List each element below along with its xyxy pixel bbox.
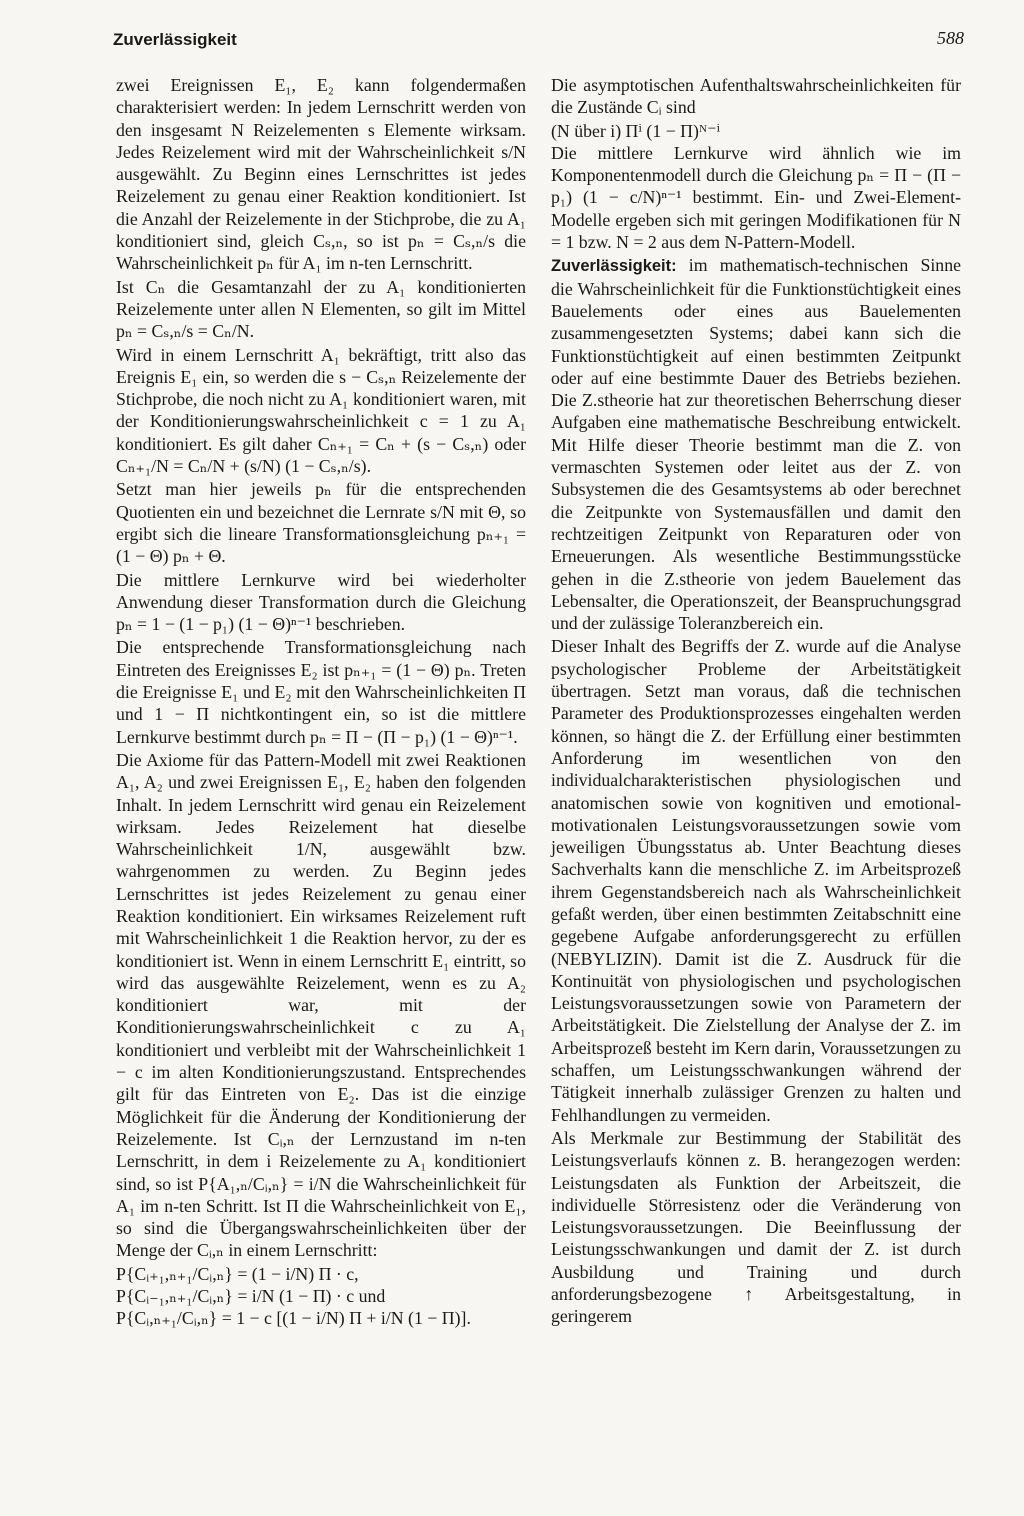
right-column [551, 74, 961, 1329]
entry-headword: Zuverlässigkeit: [551, 257, 677, 276]
paragraph: Ist Cₙ die Gesamtanzahl der zu A₁ konditionierten Reizelemente unter allen N Elementen, so gilt im Mittel pₙ = Cₛ,ₙ/s = Cₙ/N. [116, 276, 526, 342]
equation: P{Cᵢ,ₙ₊₁/Cᵢ,ₙ} = 1 − c [(1 − i/N) Π + i/N (1 − Π)]. [116, 1308, 471, 1329]
left-column [116, 74, 526, 1330]
paragraph: Die asymptotischen Aufenthaltswahrscheinlichkeiten für die Zustände Cᵢ sind [551, 75, 961, 118]
paragraph: Die mittlere Lernkurve wird bei wiederholter Anwendung dieser Transformation durch die Gleichung pₙ = 1 − (1 − p₁) (1 − Θ)ⁿ⁻¹ beschrieben. [116, 569, 526, 635]
entry-paragraph [551, 254, 961, 634]
paragraph: Dieser Inhalt des Begriffs der Z. wurde auf die Analyse psychologischer Probleme der Arbeitstätigkeit übertragen. Setzt man voraus, daß die technischen Parameter des Produktionsprozesses eingehalten werden können, so hängt die Z. der Erfüllung einer bestimmten Anforderung im wesentlichen von den individualcharakteristischen physiologischen und anatomischen sowie von kognitiven und emotional-motivationalen Leistungsvoraussetzungen sowie vom jeweiligen Übungsstatus ab. Unter Beachtung dieses Sachverhalts kann die menschliche Z. im Arbeitsprozeß ihrem Gegenstandsbereich nach als Wahrscheinlichkeit gefaßt werden, über einen bestimmten Zeitabschnitt eine gegebene Aufgabe anforderungsgerecht zu erfüllen (NEBYLIZIN). Damit ist die Z. Ausdruck für die Kontinuität von physiologischen und psychologischen Leistungsvoraussetzungen sowie von Parametern der Arbeitstätigkeit. Die Zielstellung der Analyse der Z. im Arbeitsprozeß besteht im Kern darin, Voraussetzungen zu schaffen, um Leistungsschwankungen während der Tätigkeit innerhalb zulässiger Grenzen zu halten und Fehlhandlungen zu vermeiden. [551, 636, 961, 1125]
equation: P{Cᵢ₋₁,ₙ₊₁/Cᵢ,ₙ} = i/N (1 − Π) · c und [116, 1286, 386, 1307]
running-head: Zuverlässigkeit [113, 30, 237, 49]
paragraph: Wird in einem Lernschritt A₁ bekräftigt, tritt also das Ereignis E₁ ein, so werden die s − Cₛ,ₙ Reizelemente der Stichprobe, die noch nicht zu A₁ konditioniert waren, mit der Konditionierungswahrscheinlichkeit c = 1 zu A₁ konditioniert. Es gilt daher Cₙ₊₁ = Cₙ + (s − Cₛ,ₙ) oder Cₙ₊₁/N = Cₙ/N + (s/N) (1 − Cₛ,ₙ/s). [116, 344, 526, 477]
equation: (N über i) Πⁱ (1 − Π)ᴺ⁻ⁱ [551, 120, 721, 141]
paragraph: Setzt man hier jeweils pₙ für die entsprechenden Quotienten ein und bezeichnet die Lernrate s/N mit Θ, so ergibt sich die lineare Transformationsgleichung pₙ₊₁ = (1 − Θ) pₙ + Θ. [116, 479, 526, 567]
paragraph: zwei Ereignissen E₁, E₂ kann folgendermaßen charakterisiert werden: In jedem Lernschritt werden von den insgesamt N Reizelementen s Elemente wirksam. Jedes Reizelement wird mit der Wahrscheinlichkeit s/N ausgewählt. Zu Beginn eines Lernschrittes ist jedes Reizelement zu genau einer Reaktion konditioniert. Ist die Anzahl der Reizelemente in der Stichprobe, die zu A₁ konditioniert sind, gleich Cₛ,ₙ, so ist pₙ = Cₛ,ₙ/s die Wahrscheinlichkeit pₙ für A₁ im n-ten Lernschritt. [116, 75, 526, 274]
equation: P{Cᵢ₊₁,ₙ₊₁/Cᵢ,ₙ} = (1 − i/N) Π · c, [116, 1263, 359, 1284]
paragraph: Die mittlere Lernkurve wird ähnlich wie im Komponentenmodell durch die Gleichung pₙ = Π − (Π − p₁) (1 − c/N)ⁿ⁻¹ bestimmt. Ein- und Zwei-Element-Modelle ergeben sich mit geringen Modifikationen für N = 1 bzw. N = 2 aus dem N-Pattern-Modell. [551, 142, 961, 253]
entry-text: im mathematisch-technischen Sinne die Wahrscheinlichkeit für die Funktionstüchtigkeit eines Bauelements oder eines aus Bauelementen zusammengesetzten Systems; dabei kann sich die Funktionstüchtigkeit auf einen bestimmten Zeitpunkt oder auf eine bestimmte Dauer des Betriebs beziehen. Die Z.stheorie hat zur theoretischen Beherrschung dieser Aufgaben eine mathematische Beschreibung entwickelt. Mit Hilfe dieser Theorie bestimmt man die Z. von vermaschten Systemen oder leitet aus der Z. von Subsystemen die des Gesamtsystems ab oder berechnet die Zeitpunkte von Systemausfällen und damit den rechtzeitigen Zeitpunkt von Reparaturen oder von Erneuerungen. Als wesentliche Bestimmungsstücke gehen in die Z.stheorie von jedem Bauelement das Lebensalter, die Operationszeit, der Beanspruchungsgrad und der zulässige Toleranzbereich ein. [551, 255, 961, 634]
paragraph: Die Axiome für das Pattern-Modell mit zwei Reaktionen A₁, A₂ und zwei Ereignissen E₁, E₂ haben den folgenden Inhalt. In jedem Lernschritt wird genau ein Reizelement wirksam. Jedes Reizelement hat dieselbe Wahrscheinlichkeit 1/N, ausgewählt bzw. wahrgenommen zu werden. Zu Beginn jedes Lernschrittes ist jedes Reizelement zu genau einer Reaktion konditioniert. Ein wirksames Reizelement ruft mit Wahrscheinlichkeit 1 die Reaktion hervor, zu der es konditioniert ist. Wenn in einem Lernschritt E₁ eintritt, so wird das ausgewählte Reizelement, wenn es zu A₂ konditioniert war, mit der Konditionierungswahrscheinlichkeit c zu A₁ konditioniert und verbleibt mit der Wahrscheinlichkeit 1 − c im alten Konditionierungszustand. Entsprechendes gilt für das Eintreten von E₂. Das ist die einzige Möglichkeit für die Änderung der Konditionierung der Reizelemente. Ist Cᵢ,ₙ der Lernzustand im n-ten Lernschritt, in dem i Reizelemente zu A₁ konditioniert sind, so ist P{A₁,ₙ/Cᵢ,ₙ} = i/N die Wahrscheinlichkeit für A₁ im n-ten Schritt. Ist Π die Wahrscheinlichkeit von E₁, so sind die Übergangswahrscheinlichkeiten über der Menge der Cᵢ,ₙ in einem Lernschritt: [116, 749, 526, 1261]
paragraph: Als Merkmale zur Bestimmung der Stabilität des Leistungsverlaufs können z. B. herangezogen werden: Leistungsdaten als Funktion der Arbeitszeit, die individuelle Störresistenz oder die Veränderung von Leistungsvoraussetzungen. Die Beeinflussung der Leistungsschwankungen und damit der Z. ist durch Ausbildung und Training und durch anforderungsbezogene ↑ Arbeitsgestaltung, in geringerem [551, 1127, 961, 1327]
paragraph: Die entsprechende Transformationsgleichung nach Eintreten des Ereignisses E₂ ist pₙ₊₁ = (1 − Θ) pₙ. Treten die Ereignisse E₁ und E₂ mit den Wahrscheinlichkeiten Π und 1 − Π nichtkontingent ein, so ist die mittlere Lernkurve bestimmt durch pₙ = Π − (Π − p₁) (1 − Θ)ⁿ⁻¹. [116, 637, 526, 747]
page-number: 588 [937, 28, 964, 48]
